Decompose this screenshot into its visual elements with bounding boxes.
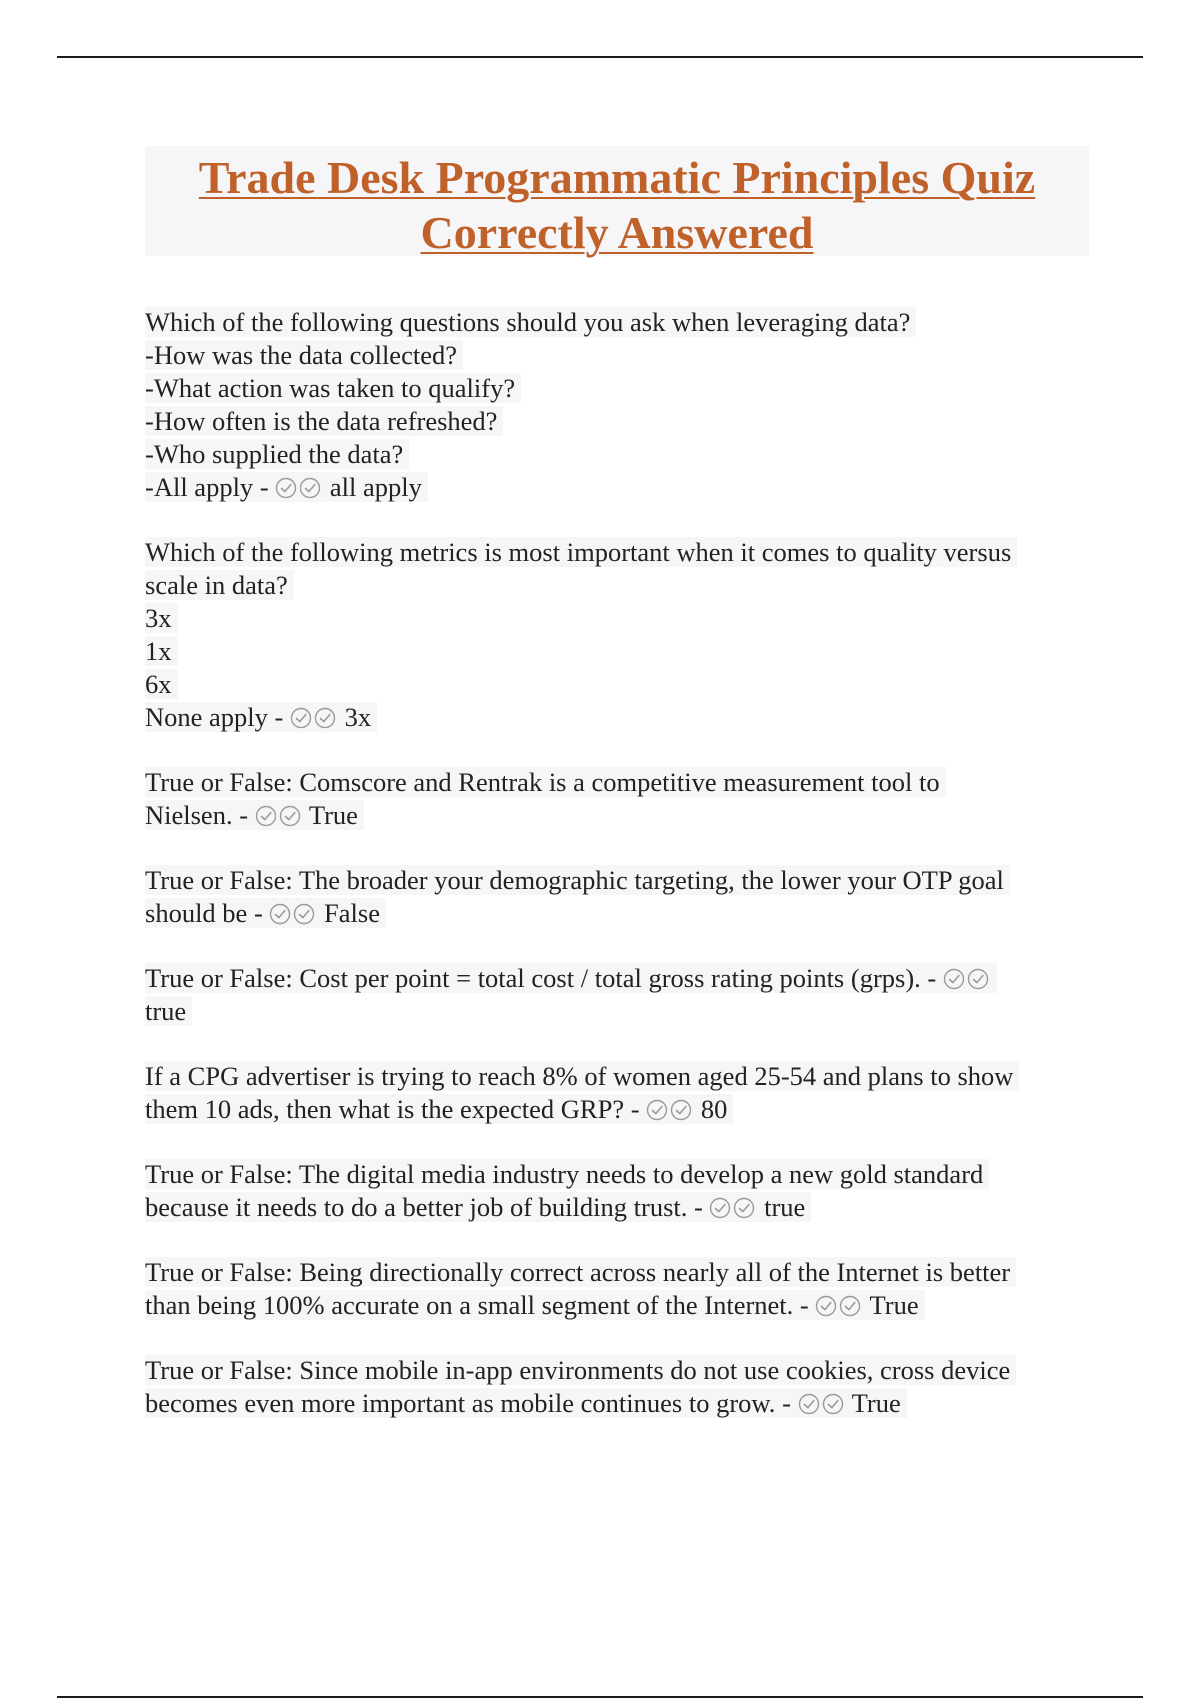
check-circle-icon (275, 477, 297, 499)
question-line: scale in data? (145, 570, 288, 600)
question-line-highlight (145, 767, 946, 797)
answer-marker: - (274, 702, 290, 732)
question-line-row (145, 668, 1085, 701)
question-line: True or False: The broader your demographic targeting, the lower your OTP goal (145, 865, 1004, 895)
answer-text: 3x (344, 702, 372, 732)
answer-marker: - (630, 1094, 647, 1124)
check-circle-icon (299, 477, 321, 499)
question-line: True or False: Since mobile in-app environments do not use cookies, cross device (145, 1355, 1011, 1385)
question-line-highlight (145, 570, 294, 600)
question-line-highlight (145, 669, 178, 699)
top-rule (57, 56, 1143, 58)
question-line-highlight (145, 898, 386, 928)
question-line-row (145, 536, 1085, 569)
question-line-highlight (145, 1192, 811, 1222)
question-line-row (145, 306, 1085, 339)
question-line-highlight (145, 373, 521, 403)
question-line-row (145, 897, 1085, 930)
check-circle-icon (709, 1197, 731, 1219)
check-circle-icon (943, 968, 965, 990)
question-line: because it needs to do a better job of building trust. (145, 1192, 688, 1222)
answer-marker: - (694, 1192, 710, 1222)
question-line-highlight (145, 1257, 1016, 1287)
question-line: 3x (145, 603, 172, 633)
question-item (145, 1354, 1085, 1420)
question-line-row (145, 1060, 1085, 1093)
question-line: None apply (145, 702, 268, 732)
answer-text: 80 (700, 1094, 728, 1124)
question-line: True or False: The digital media industry needs to develop a new gold standard (145, 1159, 984, 1189)
answer-text: True (869, 1290, 919, 1320)
question-line-row (145, 864, 1085, 897)
answer-line-highlight (145, 996, 192, 1026)
question-line-row (145, 962, 1085, 995)
question-item (145, 962, 1085, 1028)
question-line-highlight (145, 636, 178, 666)
question-line-highlight (145, 1159, 989, 1189)
question-line-row (145, 438, 1085, 471)
answer-text: all apply (329, 472, 422, 502)
title-line-2: Correctly Answered (420, 207, 814, 258)
answer-text: True (308, 800, 358, 830)
question-line: True or False: Being directionally correct across nearly all of the Internet is better (145, 1257, 1011, 1287)
question-line: -Who supplied the data? (145, 439, 404, 469)
check-circle-icon (290, 707, 312, 729)
question-line-row (145, 799, 1085, 832)
question-line-highlight (145, 800, 364, 830)
question-line-highlight (145, 537, 1017, 567)
answer-text: true (764, 1192, 806, 1222)
answer-marker: - (927, 963, 943, 993)
answer-text: true (145, 996, 187, 1026)
question-line: them 10 ads, then what is the expected GRP? (145, 1094, 625, 1124)
question-item (145, 306, 1085, 504)
question-line-highlight (145, 439, 409, 469)
answer-marker: - (782, 1388, 798, 1418)
answer-marker: - (239, 800, 255, 830)
check-circle-icon (733, 1197, 755, 1219)
question-line: Which of the following questions should you ask when leveraging data? (145, 307, 911, 337)
check-circle-icon (839, 1295, 861, 1317)
title-line-1: Trade Desk Programmatic Principles Quiz (198, 152, 1036, 203)
question-line-highlight (145, 865, 1010, 895)
question-line-row (145, 1387, 1085, 1420)
answer-marker: - (259, 472, 276, 502)
answer-line-row (145, 995, 1085, 1028)
question-line-row (145, 1354, 1085, 1387)
question-line-row (145, 372, 1085, 405)
question-line-highlight (145, 1388, 907, 1418)
question-line-row (145, 635, 1085, 668)
question-line-highlight (145, 1094, 733, 1124)
question-line-row (145, 766, 1085, 799)
question-line-highlight (145, 702, 377, 732)
check-circle-icon (269, 903, 291, 925)
check-circle-icon (255, 805, 277, 827)
check-circle-icon (798, 1393, 820, 1415)
question-item (145, 864, 1085, 930)
question-line: -How was the data collected? (145, 340, 457, 370)
question-line-row (145, 339, 1085, 372)
question-line: -What action was taken to qualify? (145, 373, 516, 403)
question-line-highlight (145, 1061, 1019, 1091)
question-line: True or False: Cost per point = total cost / total gross rating points (grps). (145, 963, 921, 993)
question-line: becomes even more important as mobile continues to grow. (145, 1388, 776, 1418)
question-line-highlight (145, 340, 463, 370)
question-line-highlight (145, 1290, 925, 1320)
question-line-row (145, 1158, 1085, 1191)
check-circle-icon (279, 805, 301, 827)
question-line-highlight (145, 1355, 1016, 1385)
question-item (145, 1256, 1085, 1322)
question-line-row (145, 569, 1085, 602)
question-line-highlight (145, 472, 428, 502)
question-line-row (145, 1289, 1085, 1322)
answer-text: True (851, 1388, 901, 1418)
question-line-highlight (145, 307, 916, 337)
answer-marker: - (799, 1290, 816, 1320)
question-line-row (145, 471, 1085, 504)
answer-marker: - (253, 898, 270, 928)
question-line: should be (145, 898, 248, 928)
check-circle-icon (314, 707, 336, 729)
question-line-row (145, 1256, 1085, 1289)
check-circle-icon (293, 903, 315, 925)
question-line-row (145, 405, 1085, 438)
check-circle-icon (967, 968, 989, 990)
question-line: Nielsen. (145, 800, 233, 830)
bottom-rule (57, 1696, 1143, 1698)
question-line: True or False: Comscore and Rentrak is a competitive measurement tool to (145, 767, 940, 797)
question-item (145, 1060, 1085, 1126)
question-line: -How often is the data refreshed? (145, 406, 498, 436)
question-line: 1x (145, 636, 172, 666)
check-circle-icon (646, 1099, 668, 1121)
question-item (145, 1158, 1085, 1224)
title-block (145, 146, 1089, 256)
question-item (145, 536, 1085, 734)
question-line-row (145, 701, 1085, 734)
question-line-highlight (145, 406, 503, 436)
question-line-row (145, 1191, 1085, 1224)
page-title (145, 146, 1089, 260)
question-line: If a CPG advertiser is trying to reach 8% of women aged 25-54 and plans to show (145, 1061, 1014, 1091)
question-line: 6x (145, 669, 172, 699)
question-line-row (145, 1093, 1085, 1126)
check-circle-icon (670, 1099, 692, 1121)
question-list (145, 306, 1085, 1452)
check-circle-icon (815, 1295, 837, 1317)
answer-text: False (324, 898, 380, 928)
question-line: than being 100% accurate on a small segment of the Internet. (145, 1290, 794, 1320)
question-line: Which of the following metrics is most important when it comes to quality versus (145, 537, 1012, 567)
question-line-highlight (145, 963, 997, 993)
check-circle-icon (822, 1393, 844, 1415)
question-line: -All apply (145, 472, 254, 502)
question-line-row (145, 602, 1085, 635)
question-line-highlight (145, 603, 178, 633)
question-item (145, 766, 1085, 832)
